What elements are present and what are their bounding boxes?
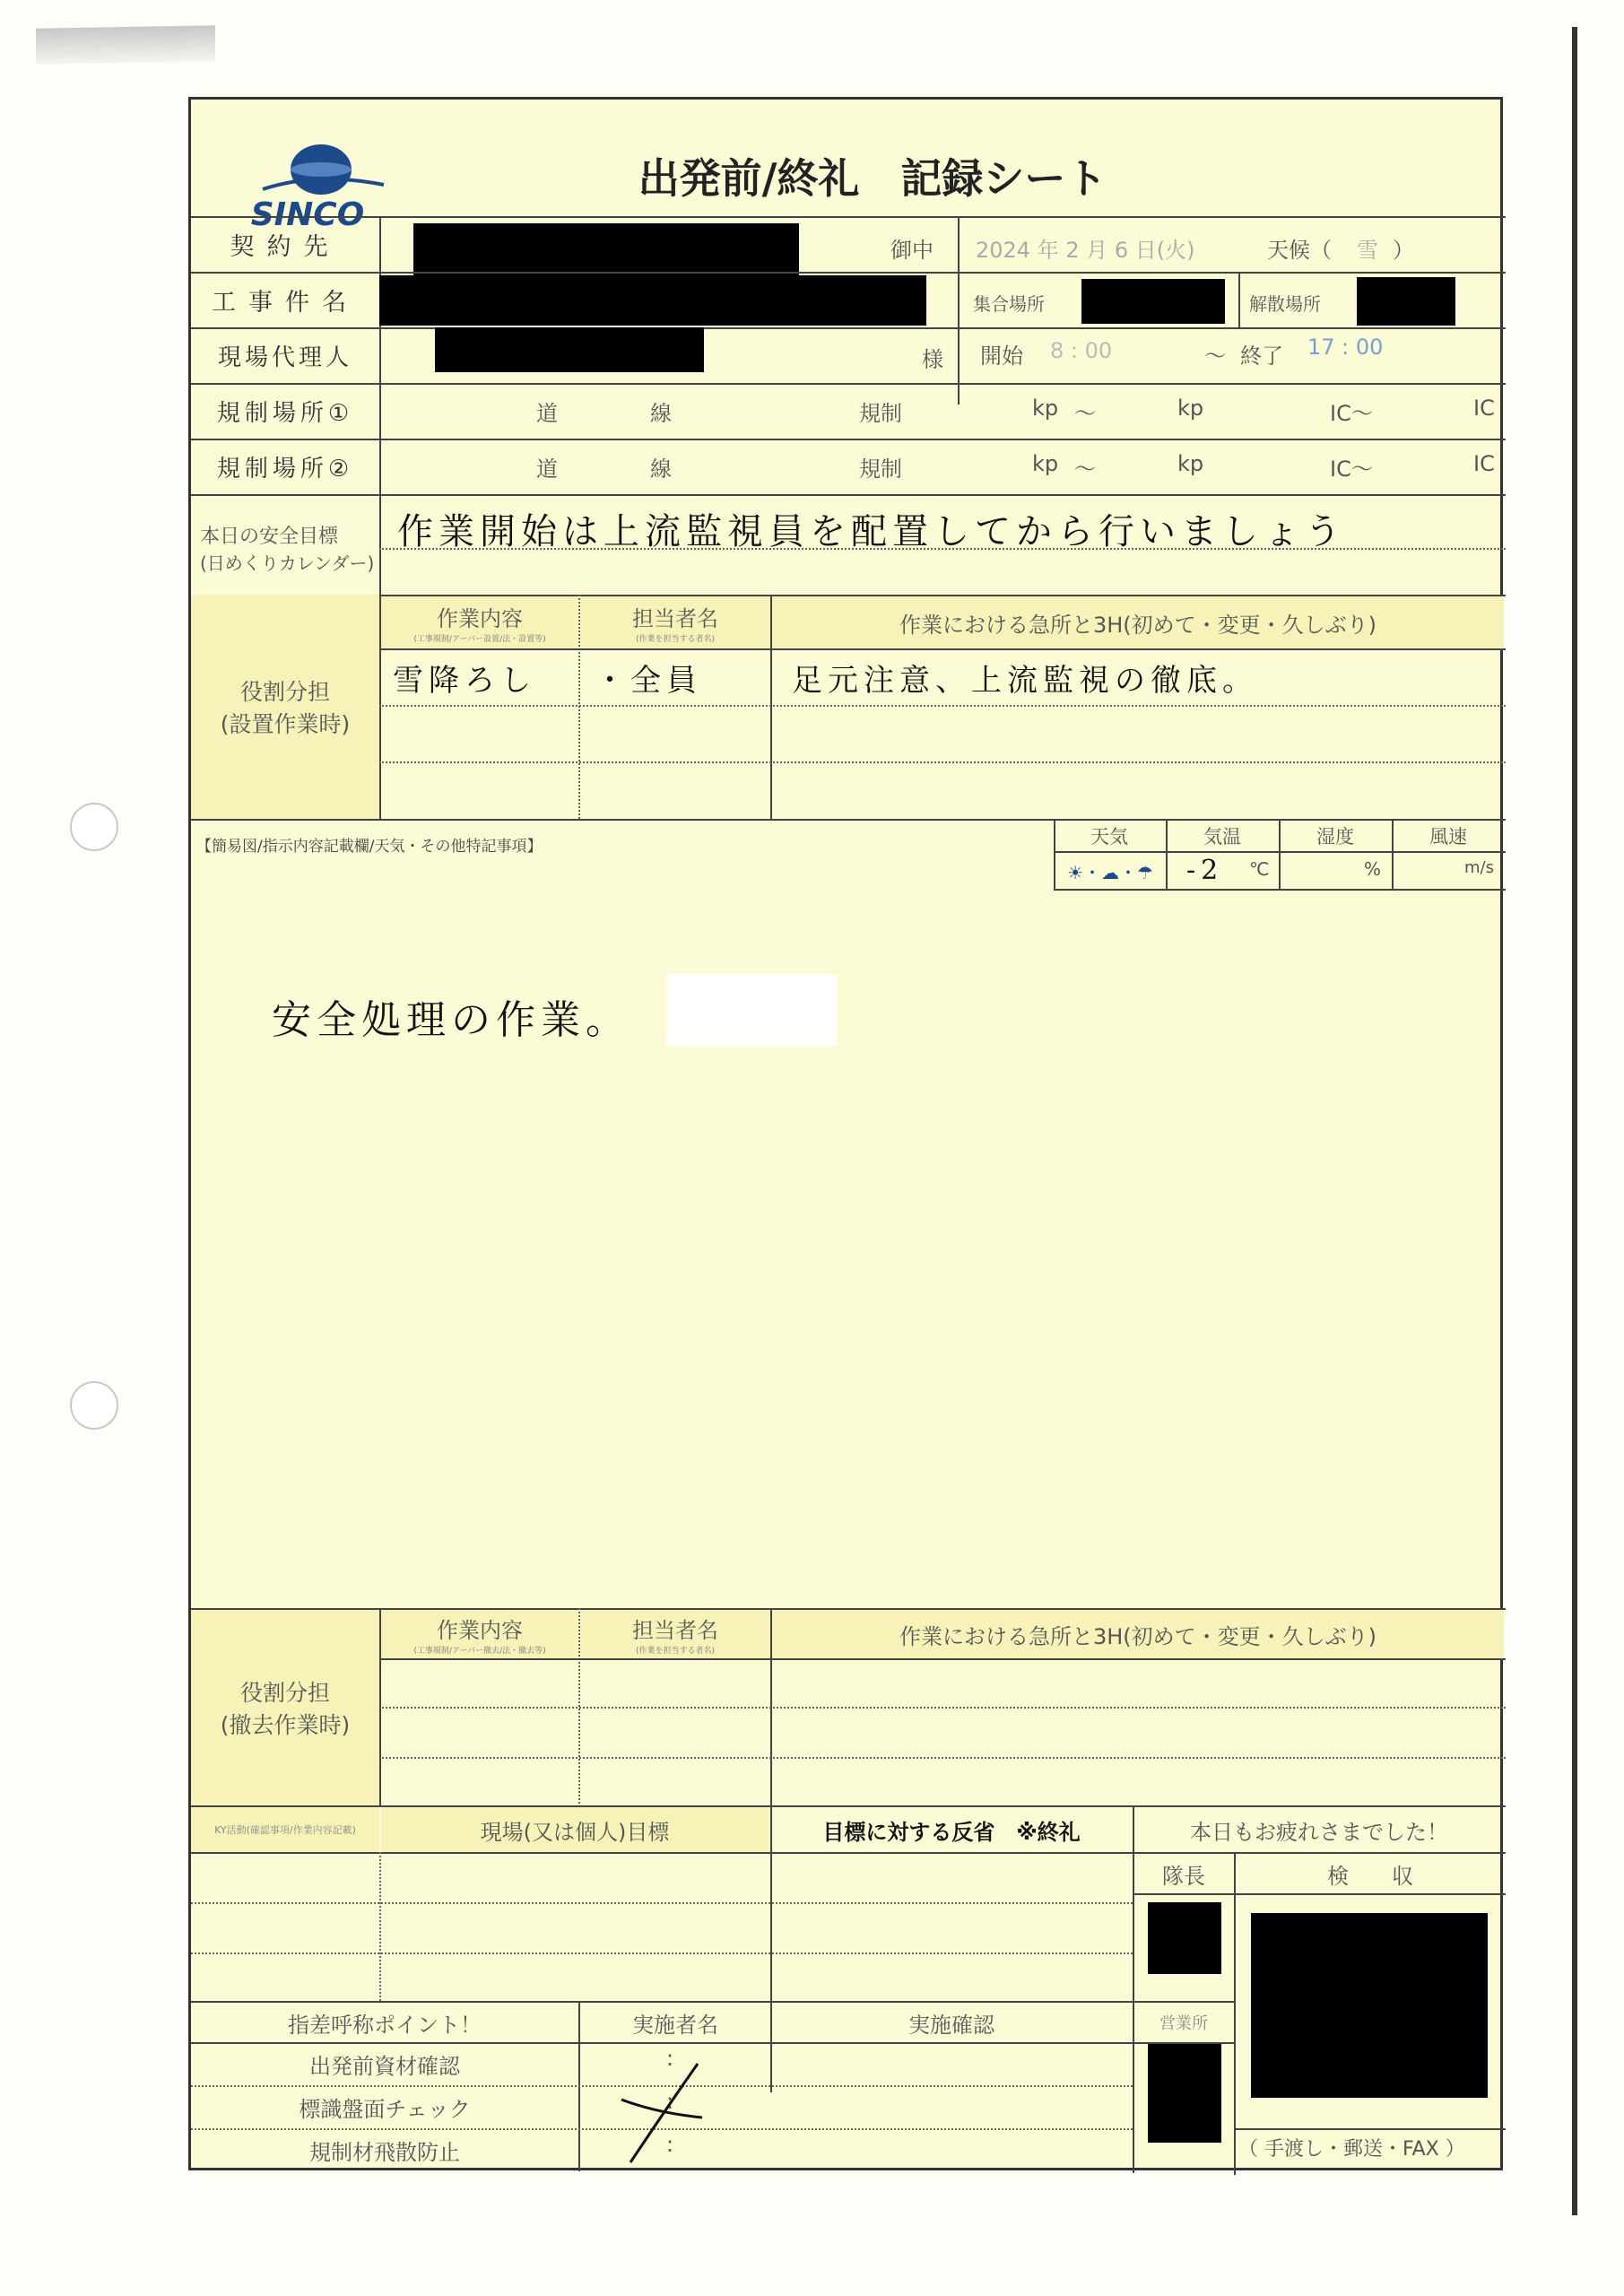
weather-header: 天気 — [1090, 826, 1128, 848]
onchu-label: 御中 — [890, 238, 934, 263]
roles-teardown-label — [191, 1610, 379, 1805]
leader-label: 隊長 — [1162, 1863, 1205, 1889]
greeting-text: 本日もお疲れさまでした！ — [1190, 1819, 1448, 1845]
whiteout-patch — [666, 974, 837, 1046]
notes-handwritten: 安全処理の作業。 — [272, 997, 630, 1043]
kp-end: kp — [1177, 451, 1204, 476]
pointing-item-2: 標識盤面チェック — [299, 2096, 471, 2122]
page-title: 出発前/終礼 記録シート — [638, 154, 1107, 203]
line-label: 線 — [650, 401, 672, 426]
start-time: 8 : 00 — [1050, 338, 1113, 363]
punch-hole — [70, 1381, 118, 1430]
date-field: 2024 年 2 月 6 日(火) — [976, 238, 1195, 263]
end-time: 17 : 00 — [1307, 335, 1384, 360]
strike-mark — [612, 2055, 720, 2171]
pointing-colon: : — [666, 2132, 674, 2157]
safety-goal-label-line1: 本日の安全目標 — [200, 526, 339, 548]
start-label: 開始 — [980, 344, 1023, 369]
col-work-title: 作業内容 — [437, 606, 523, 631]
reg-label: 規制 — [859, 401, 902, 426]
regulation-2-label: 規制場所② — [216, 455, 354, 483]
ic-end: IC — [1473, 451, 1495, 476]
col-work-sub: (工事規制/アーバー撤去/法・撤去等) — [413, 1647, 546, 1656]
roles-setup-col-work — [381, 596, 578, 648]
roles-teardown-col-points: 作業における急所と3H(初めて・変更・久しぶり) — [772, 1610, 1504, 1658]
record-sheet-form — [188, 97, 1503, 2170]
roles-teardown-label-line2: (撤去作業時) — [220, 1712, 351, 1738]
temp-unit: ℃ — [1249, 858, 1270, 880]
col-person-title: 担当者名 — [632, 606, 718, 631]
sama-label: 様 — [922, 347, 943, 372]
end-label: 終了 — [1240, 344, 1283, 369]
temp-value: -2 — [1186, 855, 1224, 886]
safety-goal-value: 作業開始は上流監視員を配置してから行いましょう — [397, 511, 1346, 552]
delivery-method: （ 手渡し・郵送・FAX ） — [1238, 2138, 1465, 2161]
logo-text: SINCO — [250, 196, 365, 233]
roles-teardown-col-person — [580, 1610, 770, 1658]
ky-col3-header: 目標に対する反省 ※終礼 — [822, 1819, 1081, 1845]
col-person-sub: (作業を担当する者名) — [635, 1647, 716, 1656]
humidity-unit: % — [1364, 858, 1382, 880]
wind-unit: m/s — [1464, 858, 1494, 877]
humidity-header: 湿度 — [1316, 826, 1354, 848]
pointing-item-3: 規制材飛散防止 — [309, 2139, 460, 2165]
road-label: 道 — [536, 457, 558, 482]
agent-label: 現場代理人 — [217, 344, 352, 371]
notes-label: 【簡易図/指示内容記載欄/天気・その他特記事項】 — [196, 838, 543, 856]
kp-end: kp — [1177, 396, 1204, 421]
project-label: 工事件名 — [212, 288, 359, 317]
pointing-colon: : — [666, 2089, 674, 2114]
pointing-colon: : — [666, 2046, 674, 2071]
kp-tilde: ～ — [1074, 457, 1096, 482]
setup-row1-person: ・全員 — [595, 663, 702, 699]
pointing-col-confirm: 実施確認 — [908, 2012, 994, 2038]
roles-setup-col-points: 作業における急所と3H(初めて・変更・久しぶり) — [772, 596, 1504, 648]
redacted-meeting-place — [1081, 279, 1225, 324]
ky-col2-header: 現場(又は個人)目標 — [381, 1807, 769, 1852]
safety-goal-label-line2: (日めくりカレンダー) — [200, 552, 375, 574]
redacted-inspection-stamp — [1251, 1913, 1488, 2098]
punch-hole — [70, 803, 118, 851]
ky-col1-header: KY活動(確認事項/作業内容記載) — [191, 1807, 379, 1852]
wind-header: 風速 — [1429, 826, 1467, 848]
kp-tilde: ～ — [1074, 401, 1096, 426]
redacted-office-stamp — [1148, 2044, 1221, 2143]
temp-header: 気温 — [1203, 826, 1241, 848]
setup-row1-work: 雪降ろし — [393, 663, 536, 699]
scan-shadow — [36, 25, 215, 64]
col-person-title: 担当者名 — [632, 1618, 718, 1643]
time-tilde: ～ — [1204, 344, 1226, 369]
col-person-sub: (作業を担当する者名) — [635, 635, 716, 644]
ic-end: IC — [1473, 396, 1495, 421]
roles-teardown-label-line1: 役割分担 — [239, 1680, 330, 1706]
roles-setup-label-line2: (設置作業時) — [220, 711, 351, 737]
roles-setup-label — [191, 595, 379, 819]
weather-label: 天候（ — [1267, 238, 1332, 263]
redacted-agent — [435, 327, 704, 372]
kp-start: kp — [1032, 451, 1059, 476]
redacted-contract — [413, 223, 799, 279]
col-work-title: 作業内容 — [437, 1618, 523, 1643]
pointing-col-name: 実施者名 — [632, 2012, 718, 2038]
pointing-header: 指差呼称ポイント！ — [288, 2012, 482, 2038]
kp-start: kp — [1032, 396, 1059, 421]
weather-close: ） — [1393, 238, 1414, 263]
line-label: 線 — [650, 457, 672, 482]
road-label: 道 — [536, 401, 558, 426]
weather-icons: ☀・☁・☂ — [1067, 861, 1153, 883]
inspection-label: 検 収 — [1327, 1863, 1413, 1889]
safety-goal-label — [191, 494, 379, 595]
redacted-leader-stamp — [1148, 1902, 1221, 1974]
ic-start: IC～ — [1330, 401, 1373, 426]
ic-start: IC～ — [1330, 457, 1373, 482]
meeting-place-label: 集合場所 — [973, 293, 1045, 315]
scan-edge — [1572, 27, 1577, 2215]
contract-label: 契約先 — [230, 232, 341, 261]
pointing-item-1: 出発前資材確認 — [309, 2053, 460, 2079]
roles-setup-label-line1: 役割分担 — [239, 679, 330, 705]
dismiss-place-label: 解散場所 — [1249, 293, 1321, 315]
redacted-dismiss-place — [1357, 277, 1455, 326]
redacted-project — [379, 275, 926, 326]
col-work-sub: (工事規制/アーバー設置/法・設置等) — [413, 635, 546, 644]
weather-value: 雪 — [1357, 238, 1378, 263]
roles-teardown-col-work — [381, 1610, 578, 1658]
office-label: 営業所 — [1159, 2014, 1208, 2033]
roles-setup-col-person — [580, 596, 770, 648]
setup-row1-points: 足元注意、上流監視の徹底。 — [792, 663, 1258, 699]
regulation-1-label: 規制場所① — [216, 399, 354, 427]
reg-label: 規制 — [859, 457, 902, 482]
